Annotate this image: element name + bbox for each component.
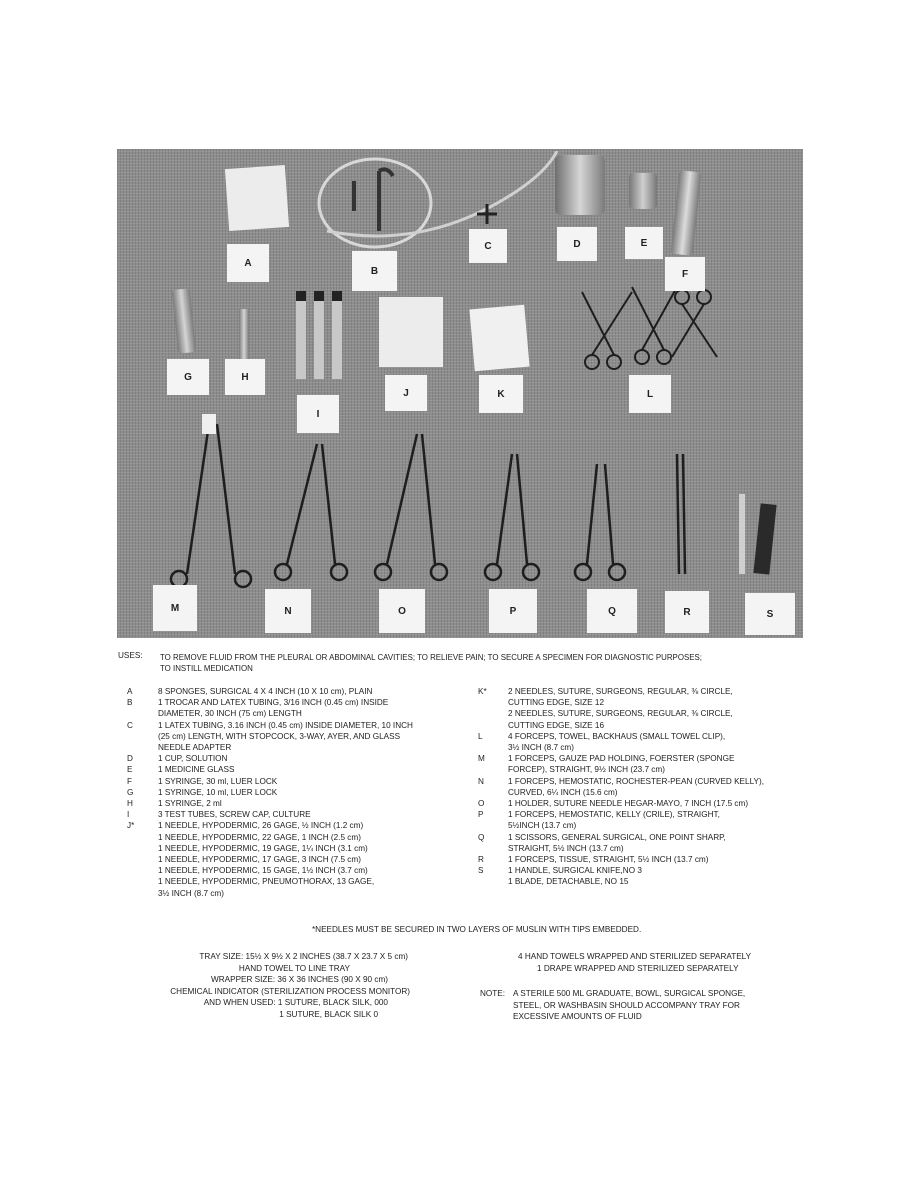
item-letter: N	[478, 776, 484, 786]
photo-label-l: L	[629, 375, 671, 413]
photo-label-g: G	[167, 359, 209, 395]
item-text: 1 SCISSORS, GENERAL SURGICAL, ONE POINT SHARP,	[508, 832, 726, 842]
item-text: DIAMETER, 30 INCH (75 cm) LENGTH	[158, 709, 302, 719]
item-letter: S	[478, 866, 484, 876]
wrapper-size: WRAPPER SIZE: 36 X 36 INCHES (90 X 90 cm)	[211, 975, 388, 985]
item-letter: L	[478, 731, 483, 741]
item-text: 3½ INCH (8.7 cm)	[508, 743, 574, 752]
item-text: 2 NEEDLES, SUTURE, SURGEONS, REGULAR, ⅜ CIRCLE,	[508, 687, 733, 696]
hypodermic-needles-image	[379, 297, 443, 367]
item-letter: H	[127, 798, 133, 808]
item-text: 1 NEEDLE, HYPODERMIC, 15 GAGE, 1½ INCH (3.7 cm)	[158, 866, 368, 876]
hand-towel: HAND TOWEL TO LINE TRAY	[238, 963, 350, 973]
item-text: 1 MEDICINE GLASS	[158, 765, 235, 775]
item-letter: C	[127, 720, 133, 730]
photo-label-o: O	[379, 589, 425, 633]
item-letter: B	[127, 698, 133, 708]
item-letter: M	[478, 754, 485, 764]
photo-label-e: E	[625, 227, 663, 259]
item-text: STRAIGHT, 5½ INCH (13.7 cm)	[508, 843, 624, 853]
syringe-10ml-image	[172, 288, 197, 354]
photo-label-i: I	[297, 395, 339, 433]
photo-label-a: A	[227, 244, 269, 282]
photo-label-r: R	[665, 591, 709, 633]
solution-cup-image	[555, 155, 605, 215]
item-text: 1 BLADE, DETACHABLE, NO 15	[508, 877, 629, 887]
item-text: 1 LATEX TUBING, 3.16 INCH (0.45 cm) INSIDE DIAMETER, 10 INCH	[158, 720, 413, 730]
hand-towels-line: 4 HAND TOWELS WRAPPED AND STERILIZED SEPARATELY	[518, 952, 752, 961]
item-text: 4 FORCEPS, TOWEL, BACKHAUS (SMALL TOWEL CLIP),	[508, 731, 726, 741]
note-line-1: A STERILE 500 ML GRADUATE, BOWL, SURGICAL SPONGE,	[513, 989, 746, 998]
drape-line: 1 DRAPE WRAPPED AND STERILIZED SEPARATELY	[537, 964, 739, 973]
test-tubes-image	[292, 291, 362, 391]
item-letter: G	[127, 787, 134, 797]
tray-info	[100, 951, 418, 1021]
photo-label-q: Q	[587, 589, 637, 633]
item-text: 1 FORCEPS, HEMOSTATIC, KELLY (CRILE), STRAIGHT,	[508, 810, 720, 820]
photo-label-c: C	[469, 229, 507, 263]
item-text: 1 FORCEPS, TISSUE, STRAIGHT, 5½ INCH (13.7 cm)	[508, 854, 709, 864]
item-text: 1 NEEDLE, HYPODERMIC, 17 GAGE, 3 INCH (7.5 cm)	[158, 854, 361, 864]
item-text: 1 FORCEPS, HEMOSTATIC, ROCHESTER-PEAN (CURVED KELLY),	[508, 776, 764, 786]
chemical-indicator: CHEMICAL INDICATOR (STERILIZATION PROCESS MONITOR)	[170, 986, 410, 996]
note-line-2: STEEL, OR WASHBASIN SHOULD ACCOMPANY TRAY FOR	[513, 1000, 740, 1010]
item-text: 1 NEEDLE, HYPODERMIC, 26 GAGE, ½ INCH (1.2 cm)	[158, 821, 364, 831]
stopcock-image	[472, 199, 502, 229]
photo-label-f: F	[665, 257, 705, 291]
sponges-image	[225, 165, 289, 231]
photo-label-k: K	[479, 375, 523, 413]
item-text: 3 TEST TUBES, SCREW CAP, CULTURE	[158, 810, 311, 820]
photo-label-h: H	[225, 359, 265, 395]
item-text: 1 NEEDLE, HYPODERMIC, 19 GAGE, 1¼ INCH (3.1 cm)	[158, 843, 368, 853]
item-text: 1 SYRINGE, 30 ml, LUER LOCK	[158, 776, 278, 786]
item-text: 1 HOLDER, SUTURE NEEDLE HEGAR-MAYO, 7 INCH (17.5 cm)	[508, 798, 749, 808]
item-text: 1 NEEDLE, HYPODERMIC, PNEUMOTHORAX, 13 GAGE,	[158, 877, 375, 887]
photo-label-d: D	[557, 227, 597, 261]
item-text: 1 TROCAR AND LATEX TUBING, 3/16 INCH (0.45 cm) INSIDE	[158, 698, 389, 708]
photo-label-m: M	[153, 585, 197, 631]
uses-line-2: TO INSTILL MEDICATION	[160, 664, 253, 673]
photo-label-b: B	[352, 251, 397, 291]
item-letter: R	[478, 854, 484, 864]
suture-000: AND WHEN USED: 1 SUTURE, BLACK SILK, 000	[203, 998, 388, 1008]
item-letter: I	[127, 810, 130, 820]
suture-0: 1 SUTURE, BLACK SILK 0	[279, 1009, 378, 1019]
item-text: 1 FORCEPS, GAUZE PAD HOLDING, FOERSTER (SPONGE	[508, 754, 735, 764]
photo-label-n: N	[265, 589, 311, 633]
item-text: 1 SYRINGE, 10 ml, LUER LOCK	[158, 787, 278, 797]
item-text: 5½INCH (13.7 cm)	[508, 821, 577, 831]
note-label: NOTE:	[480, 989, 506, 998]
item-text: 1 SYRINGE, 2 ml	[158, 798, 222, 808]
item-letter: Q	[478, 832, 485, 842]
towel-forceps-image	[562, 267, 732, 377]
item-text: CURVED, 6¼ INCH (15.6 cm)	[508, 787, 618, 797]
uses-line-1: TO REMOVE FLUID FROM THE PLEURAL OR ABDOMINAL CAVITIES; TO RELIEVE PAIN; TO SECURE A SPECIMEN FOR DIAGNOSTIC PURPOSES;	[160, 653, 702, 662]
uses-label: USES:	[118, 651, 143, 660]
tray-size: TRAY SIZE: 15½ X 9½ X 2 INCHES (38.7 X 23.7 X 5 cm)	[199, 952, 408, 961]
photo-label-p: P	[489, 589, 537, 633]
item-text: (25 cm) LENGTH, WITH STOPCOCK, 3-WAY, AYER, AND GLASS	[158, 731, 401, 741]
item-text: 3½ INCH (8.7 cm)	[158, 888, 224, 898]
syringe-30ml-image	[671, 170, 702, 256]
needles-footnote: *NEEDLES MUST BE SECURED IN TWO LAYERS OF MUSLIN WITH TIPS EMBEDDED.	[312, 925, 642, 934]
photo-label-s: S	[745, 593, 795, 635]
item-letter: P	[478, 810, 484, 820]
medicine-glass-image	[629, 173, 657, 209]
suture-needles-image	[469, 305, 529, 372]
item-text: NEEDLE ADAPTER	[158, 742, 232, 752]
item-text: CUTTING EDGE, SIZE 16	[508, 720, 604, 730]
trocar-tubing-image	[307, 151, 567, 261]
item-text: 8 SPONGES, SURGICAL 4 X 4 INCH (10 X 10 cm), PLAIN	[158, 687, 373, 696]
item-letter: F	[127, 776, 133, 786]
syringe-2ml-image	[239, 309, 249, 359]
item-text: FORCEP), STRAIGHT, 9½ INCH (23.7 cm)	[508, 765, 665, 775]
item-letter: J*	[127, 821, 135, 831]
note-line-3: EXCESSIVE AMOUNTS OF FLUID	[513, 1012, 642, 1022]
photo-label-j: J	[385, 375, 427, 411]
item-letter: A	[127, 687, 133, 696]
tray-contents-photo	[117, 149, 803, 638]
instruments-row-image	[117, 414, 803, 594]
item-letter: D	[127, 754, 133, 764]
item-letter: E	[127, 765, 133, 775]
item-text: 1 HANDLE, SURGICAL KNIFE,NO 3	[508, 866, 642, 876]
item-text: 1 CUP, SOLUTION	[158, 754, 228, 764]
item-letter: K*	[478, 687, 487, 696]
item-text: 1 NEEDLE, HYPODERMIC, 22 GAGE, 1 INCH (2.5 cm)	[158, 832, 361, 842]
item-text: CUTTING EDGE, SIZE 12	[508, 698, 604, 708]
item-letter: O	[478, 798, 485, 808]
item-text: 2 NEEDLES, SUTURE, SURGEONS, REGULAR, ⅜ CIRCLE,	[508, 709, 733, 719]
